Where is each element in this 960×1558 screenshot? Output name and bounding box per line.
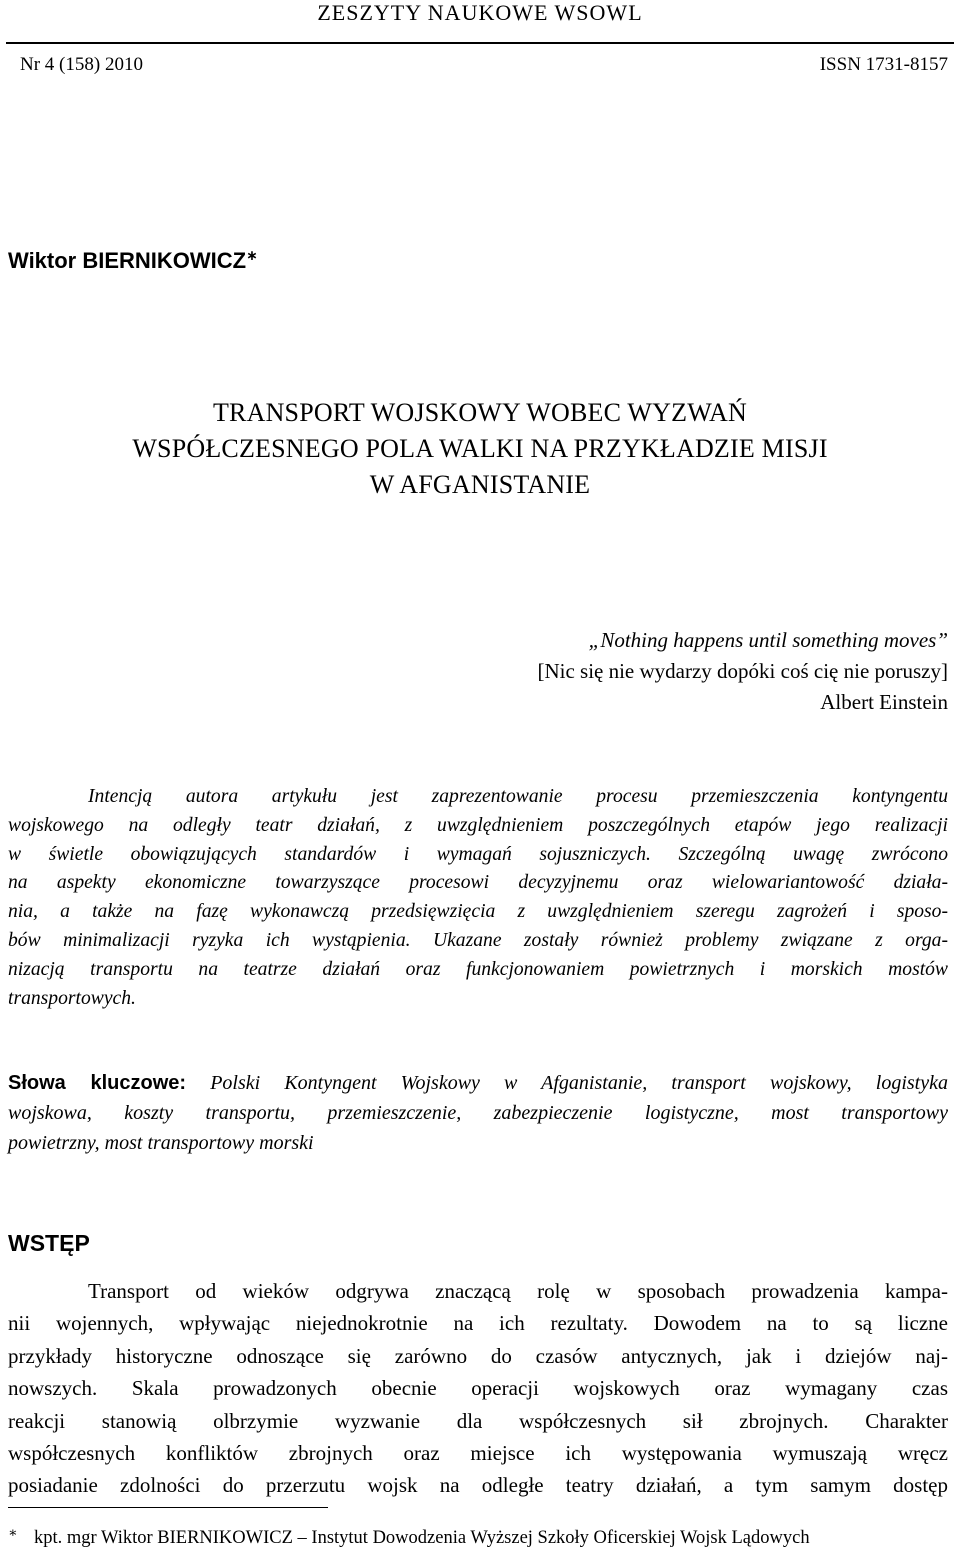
epigraph-attribution: Albert Einstein: [820, 690, 948, 714]
issue-number: Nr 4 (158) 2010: [20, 54, 143, 75]
journal-name: ZESZYTY NAUKOWE WSOWL: [317, 0, 643, 25]
header-rule: [6, 42, 954, 44]
issn: ISSN 1731-8157: [819, 54, 948, 75]
author-footnote-marker[interactable]: ∗: [246, 247, 258, 263]
footnote: [8, 1522, 810, 1550]
author-name-text: Wiktor BIERNIKOWICZ: [8, 248, 247, 273]
keywords-line: powietrzny, most transportowy morski: [8, 1132, 314, 1154]
title-line: W AFGANISTANIE: [369, 470, 591, 499]
body-line: posiadanie zdolności do przerzutu wojsk na odległe teatry działań, a tym samym dostęp: [8, 1473, 948, 1498]
abstract: [8, 783, 948, 1013]
keywords-text: Polski Kontyngent Wojskowy w Afganistanie, transport wojskowy, logistyka: [186, 1072, 948, 1094]
body-line: reakcji stanowią olbrzymie wyzwanie dla współczesnych sił zbrojnych. Charakter: [8, 1408, 948, 1433]
keywords-label: Słowa kluczowe:: [8, 1072, 187, 1094]
keywords-line: wojskowa, koszty transportu, przemieszczenie, zabezpieczenie logistyczne, most transportowy: [8, 1102, 948, 1124]
footnote-text: kpt. mgr Wiktor BIERNIKOWICZ – Instytut Dowodzenia Wyższej Szkoły Oficerskiej Wojsk Lądowych: [34, 1528, 810, 1548]
abstract-line: bów minimalizacji ryzyka ich wystąpienia. Ukazane zostały również problemy związane z orga-: [8, 929, 948, 951]
body-paragraph: [8, 1275, 948, 1502]
abstract-line: w świetle obowiązujących standardów i wymagań sojuszniczych. Szczególną uwagę zwrócono: [8, 843, 948, 865]
body-line: nowszych. Skala prowadzonych obecnie operacji wojskowych oraz wymagany czas: [8, 1376, 948, 1401]
keywords: [8, 1068, 948, 1158]
body-line: nii wojennych, wpływając niejednokrotnie na ich rezultaty. Dowodem na to są liczne: [8, 1311, 948, 1336]
body-line: przykłady historyczne odnoszące się zarówno do czasów antycznych, jak i dziejów naj-: [8, 1343, 948, 1368]
footnote-rule: [8, 1507, 328, 1508]
title-line: WSPÓŁCZESNEGO POLA WALKI NA PRZYKŁADZIE MISJI: [132, 434, 828, 463]
body-line: Transport od wieków odgrywa znaczącą rolę w sposobach prowadzenia kampa-: [88, 1279, 948, 1303]
abstract-line: nizacją transportu na teatrze działań oraz funkcjonowaniem powietrznych i morskich mostów: [8, 958, 948, 980]
author-name: [8, 241, 258, 275]
footnote-marker: ∗: [8, 1526, 18, 1541]
epigraph: [537, 625, 948, 718]
keywords-line: [8, 1068, 948, 1098]
abstract-line: nia, a także na fazę wykonawczą przedsięwzięcia z uwzględnieniem szeregu zagrożeń i sposo-: [8, 901, 948, 923]
article-title: [0, 395, 960, 503]
abstract-line: Intencją autora artykułu jest zaprezentowanie procesu przemieszczenia kontyngentu: [88, 786, 948, 807]
abstract-line: na aspekty ekonomiczne towarzyszące procesowi decyzyjnemu oraz wielowariantowość działa-: [8, 872, 948, 894]
body-line: współczesnych konfliktów zbrojnych oraz miejsce ich występowania wymuszają wręcz: [8, 1441, 948, 1466]
abstract-line: wojskowego na odległy teatr działań, z uwzględnieniem poszczególnych etapów jego realizacji: [8, 814, 948, 836]
abstract-line: transportowych.: [8, 987, 136, 1009]
epigraph-translation: [Nic się nie wydarzy dopóki coś cię nie poruszy]: [537, 659, 948, 683]
title-line: TRANSPORT WOJSKOWY WOBEC WYZWAŃ: [212, 398, 748, 427]
epigraph-quote: „Nothing happens until something moves”: [588, 628, 948, 652]
section-heading: WSTĘP: [8, 1230, 90, 1256]
